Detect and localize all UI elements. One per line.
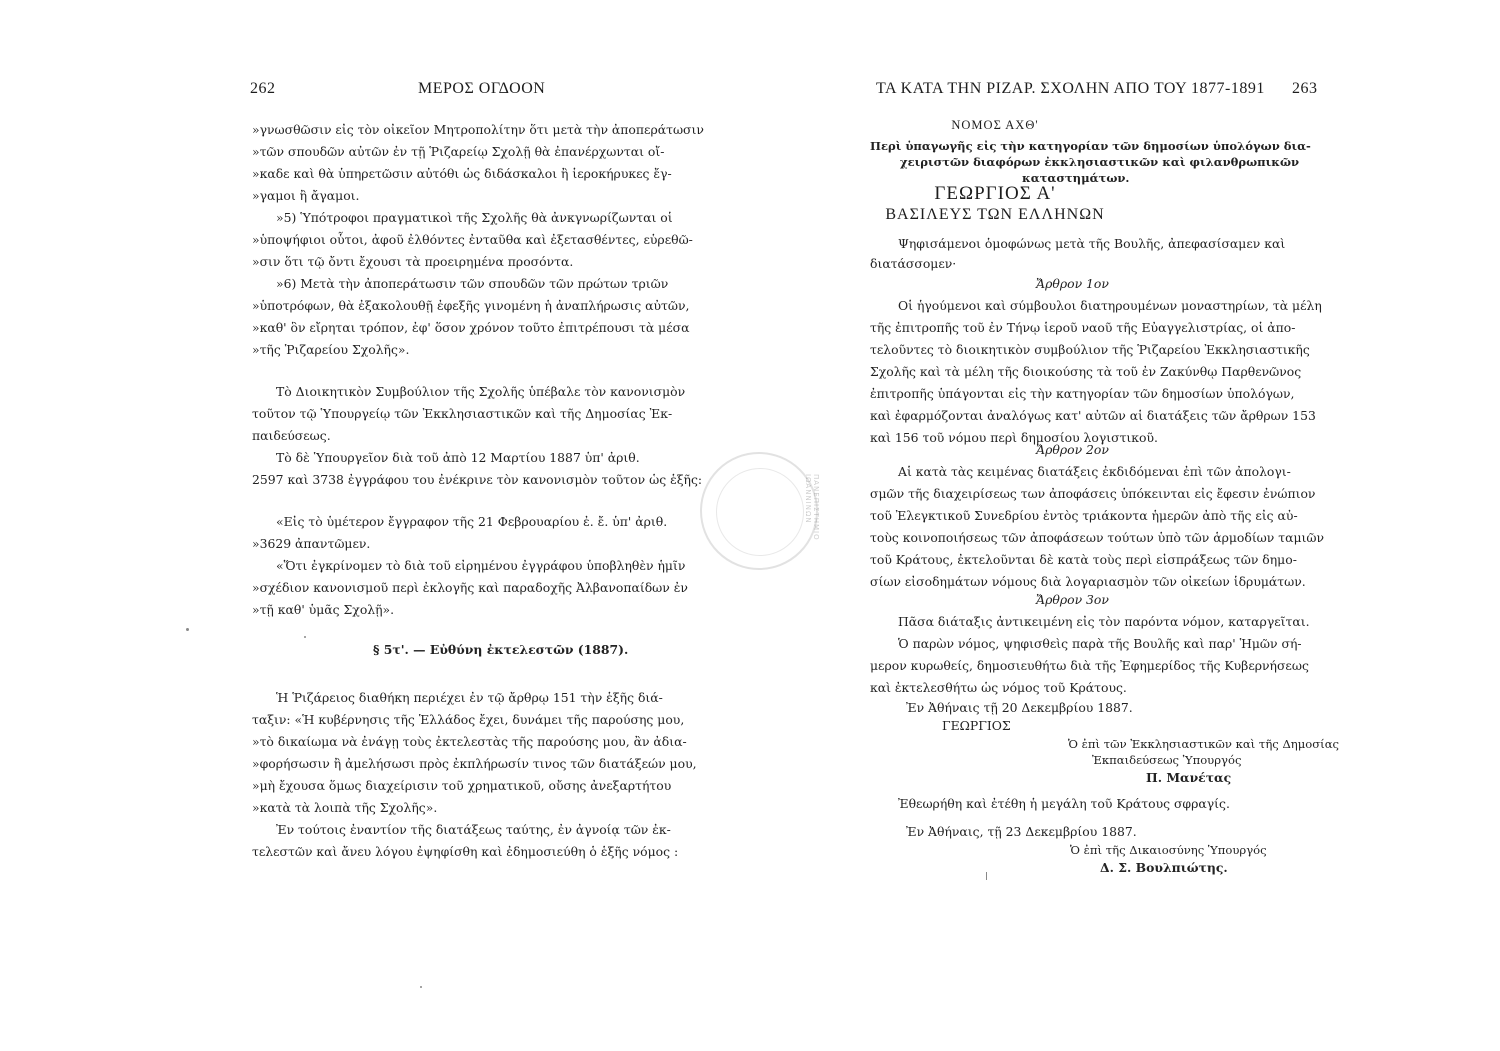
article-heading: Ἄρθρον 1ον bbox=[1036, 276, 1109, 291]
text-line: »φορήσωσιν ἢ ἀμελήσωσι πρὸς ἐκπλήρωσίν τινος τῶν διατάξεών μου, bbox=[252, 756, 697, 771]
text-line: τῆς ἐπιτροπῆς τοῦ ἐν Τήνῳ ἱεροῦ ναοῦ τῆς Εὐαγγελιστρίας, οἱ ἀπο- bbox=[870, 320, 1296, 335]
text-line: καὶ ἐφαρμόζονται ἀναλόγως κατ' αὐτῶν αἱ διατάξεις τῶν ἄρθρων 153 bbox=[870, 408, 1316, 423]
text-line: Ψηφισάμενοι ὁμοφώνως μετὰ τῆς Βουλῆς, ἀπεφασίσαμεν καὶ bbox=[898, 236, 1286, 251]
text-line: Ἐν τούτοις ἐναντίον τῆς διατάξεως ταύτης, ἐν ἀγνοίᾳ τῶν ἐκ- bbox=[276, 822, 671, 837]
text-line: »σιν ὅτι τῷ ὄντι ἔχουσι τὰ προειρημένα προσόντα. bbox=[252, 254, 574, 269]
article-heading: Ἄρθρον 2ον bbox=[1036, 442, 1109, 457]
text-line: τοῦ Ἐλεγκτικοῦ Συνεδρίου ἐντὸς τριάκοντα ἡμερῶν ἀπὸ τῆς εἰς αὐ- bbox=[870, 508, 1298, 523]
scan-speck bbox=[986, 872, 987, 880]
scan-speck bbox=[186, 628, 189, 631]
law-number: ΝΟΜΟΣ ΑΧΘ' bbox=[951, 118, 1039, 132]
text-line: «Ὅτι ἐγκρίνομεν τὸ διὰ τοῦ εἰρημένου ἐγγράφου ὑποβληθὲν ἡμῖν bbox=[276, 558, 686, 573]
minister-title: Ὁ ἐπὶ τῆς Δικαιοσύνης Ὑπουργός bbox=[1070, 843, 1267, 857]
text-line: τελοῦντες τὸ διοικητικὸν συμβούλιον τῆς Ῥιζαρείου Ἐκκλησιαστικῆς bbox=[870, 342, 1310, 357]
signature-minister: Π. Μανέτας bbox=[1146, 770, 1232, 785]
text-line: »γαμοι ἢ ἄγαμοι. bbox=[252, 188, 360, 203]
text-line: «Εἰς τὸ ὑμέτερον ἔγγραφον τῆς 21 Φεβρουαρίου ἐ. ἔ. ὑπ' ἀριθ. bbox=[276, 514, 668, 529]
text-line: »5) Ὑπότροφοι πραγματικοὶ τῆς Σχολῆς θὰ ἀνκγνωρίζωνται οἱ bbox=[276, 210, 673, 225]
text-line: ταξιν: «Ἡ κυβέρνησις τῆς Ἑλλάδος ἔχει, δυνάμει τῆς παρούσης μου, bbox=[252, 712, 685, 727]
text-line: »τῇ καθ' ὑμᾶς Σχολῇ». bbox=[252, 602, 395, 617]
text-line: Ὁ παρὼν νόμος, ψηφισθεὶς παρὰ τῆς Βουλῆς καὶ παρ' Ἡμῶν σή- bbox=[898, 636, 1302, 651]
text-line: »6) Μετὰ τὴν ἀποπεράτωσιν τῶν σπουδῶν τῶν πρώτων τριῶν bbox=[276, 276, 669, 291]
text-line: »καθ' ὃν εἴρηται τρόπον, ἐφ' ὅσον χρόνον τοῦτο ἐπιτρέπουσι τὰ μέσα bbox=[252, 320, 690, 335]
article-heading: Ἄρθρον 3ον bbox=[1036, 592, 1109, 607]
place-date: Ἐν Ἀθήναις, τῇ 23 Δεκεμβρίου 1887. bbox=[906, 824, 1137, 839]
text-line: καὶ ἐκτελεσθήτω ὡς νόμος τοῦ Κράτους. bbox=[870, 680, 1127, 695]
page-number-right: 263 bbox=[1292, 80, 1318, 97]
text-line: Αἱ κατὰ τὰς κειμένας διατάξεις ἐκδιδόμεναι ἐπὶ τῶν ἀπολογι- bbox=[898, 464, 1291, 479]
king-name: ΓΕΩΡΓΙΟΣ Α' bbox=[934, 183, 1056, 204]
text-line: Οἱ ἡγούμενοι καὶ σύμβουλοι διατηρουμένων μοναστηρίων, τὰ μέλη bbox=[898, 298, 1322, 313]
text-line: καὶ 156 τοῦ νόμου περὶ δημοσίου λογιστικοῦ. bbox=[870, 430, 1158, 445]
running-head-right: ΤΑ ΚΑΤΑ ΤΗΝ ΡΙΖΑΡ. ΣΧΟΛΗΝ ΑΠΟ ΤΟΥ 1877-1891 bbox=[876, 80, 1265, 97]
signature-king: ΓΕΩΡΓΙΟΣ bbox=[942, 718, 1011, 733]
text-line: »3629 ἀπαντῶμεν. bbox=[252, 536, 371, 551]
text-line: τοῦ Κράτους, ἐκτελοῦνται δὲ κατὰ τοὺς περὶ εἰσπράξεως τῶν δημο- bbox=[870, 552, 1297, 567]
law-title-line: Περὶ ὑπαγωγῆς εἰς τὴν κατηγορίαν τῶν δημοσίων ὑπολόγων δια- bbox=[870, 139, 1311, 153]
section-heading: § 5τ'. — Εὐθύνη ἐκτελεστῶν (1887). bbox=[373, 642, 629, 657]
text-line: σίων εἰσοδημάτων νόμους διὰ λογαριασμὸν τῶν οἰκείων ἱδρυμάτων. bbox=[870, 574, 1306, 589]
text-line: Ἐθεωρήθη καὶ ἐτέθη ἡ μεγάλη τοῦ Κράτους σφραγίς. bbox=[898, 796, 1230, 811]
running-head-left: ΜΕΡΟΣ ΟΓΔΟΟΝ bbox=[418, 80, 546, 97]
law-title-line: καταστημάτων. bbox=[1022, 171, 1130, 185]
text-line: διατάσσομεν· bbox=[870, 256, 957, 271]
stamp-text: ΠΑΝΕΠΙΣΤΗΜΙΟ ΙΩΑΝΝΙΝΩΝ bbox=[804, 474, 820, 541]
text-line: »μὴ ἔχουσα ὅμως διαχείρισιν τοῦ χρηματικοῦ, οὔσης ἀνεξαρτήτου bbox=[252, 778, 672, 793]
text-line: 2597 καὶ 3738 ἐγγράφου του ἐνέκρινε τὸν κανονισμὸν τοῦτον ὡς ἑξῆς: bbox=[252, 472, 703, 487]
text-line: τοὺς κοινοποιήσεως τῶν ἀποφάσεων τούτων ὑπὸ τῶν ἁρμοδίων ταμιῶν bbox=[870, 530, 1325, 545]
minister-title: Ὁ ἐπὶ τῶν Ἐκκλησιαστικῶν καὶ τῆς Δημοσίας bbox=[1068, 737, 1340, 751]
text-line: »τῆς Ῥιζαρείου Σχολῆς». bbox=[252, 342, 410, 357]
signature-minister: Δ. Σ. Βουλπιώτης. bbox=[1100, 860, 1228, 875]
king-title: ΒΑΣΙΛΕΥΣ ΤΩΝ ΕΛΛΗΝΩΝ bbox=[885, 206, 1105, 223]
text-line: τοῦτον τῷ Ὑπουργείῳ τῶν Ἐκκλησιαστικῶν καὶ τῆς Δημοσίας Ἐκ- bbox=[252, 406, 673, 421]
text-line: μερον κυρωθείς, δημοσιευθήτω διὰ τῆς Ἐφημερίδος τῆς Κυβερνήσεως bbox=[870, 658, 1309, 673]
text-line: σμῶν τῆς διαχειρίσεως των ἀποφάσεις ὑπόκεινται εἰς ἔφεσιν ἐνώπιον bbox=[870, 486, 1316, 501]
text-line: »σχέδιον κανονισμοῦ περὶ ἐκλογῆς καὶ παραδοχῆς Ἀλβανοπαίδων ἐν bbox=[252, 580, 688, 595]
right-page bbox=[750, 0, 1500, 1051]
minister-title: Ἐκπαιδεύσεως Ὑπουργός bbox=[1092, 753, 1242, 767]
scan-speck bbox=[304, 636, 306, 638]
page-number-left: 262 bbox=[250, 80, 276, 97]
law-title-line: χειριστῶν διαφόρων ἐκκλησιαστικῶν καὶ φιλανθρωπικῶν bbox=[900, 155, 1300, 169]
text-line: »ὑποτρόφων, θὰ ἐξακολουθῇ ἐφεξῆς γινομένη ἡ ἀναπλήρωσις αὐτῶν, bbox=[252, 298, 690, 313]
text-line: παιδεύσεως. bbox=[252, 428, 331, 443]
scan-speck bbox=[420, 986, 422, 988]
text-line: »τῶν σπουδῶν αὐτῶν ἐν τῇ Ῥιζαρείῳ Σχολῇ θὰ ἐπανέρχωνται οἴ- bbox=[252, 144, 665, 159]
text-line: Ἡ Ῥιζάρειος διαθήκη περιέχει ἐν τῷ ἄρθρῳ 151 τὴν ἑξῆς διά- bbox=[276, 690, 663, 705]
text-line: »γνωσθῶσιν εἰς τὸν οἰκεῖον Μητροπολίτην ὅτι μετὰ τὴν ἀποπεράτωσιν bbox=[252, 122, 704, 137]
text-line: Σχολῆς καὶ τὰ μέλη τῆς διοικούσης τὰ τοῦ ἐν Ζακύνθῳ Παρθενῶνος bbox=[870, 364, 1302, 379]
text-line: »κατὰ τὰ λοιπὰ τῆς Σχολῆς». bbox=[252, 800, 438, 815]
text-line: »ὑποψήφιοι οὗτοι, ἀφοῦ ἐλθόντες ἐνταῦθα καὶ ἐξετασθέντες, εὑρεθῶ- bbox=[252, 232, 693, 247]
text-line: Τὸ δὲ Ὑπουργεῖον διὰ τοῦ ἀπὸ 12 Μαρτίου 1887 ὑπ' ἀριθ. bbox=[276, 450, 640, 465]
place-date: Ἐν Ἀθήναις τῇ 20 Δεκεμβρίου 1887. bbox=[906, 700, 1133, 715]
text-line: »καδε καὶ θὰ ὑπηρετῶσιν αὐτόθι ὡς διδάσκαλοι ἢ ἱεροκήρυκες ἔγ- bbox=[252, 166, 672, 181]
text-line: τελεστῶν καὶ ἄνευ λόγου ἐψηφίσθη καὶ ἐδημοσιεύθη ὁ ἑξῆς νόμος : bbox=[252, 844, 679, 859]
text-line: Τὸ Διοικητικὸν Συμβούλιον τῆς Σχολῆς ὑπέβαλε τὸν κανονισμὸν bbox=[276, 384, 686, 399]
text-line: »τὸ δικαίωμα νὰ ἐνάγῃ τοὺς ἐκτελεστὰς τῆς παρούσης μου, ἂν ἀδια- bbox=[252, 734, 687, 749]
text-line: ἐπιτροπῆς ὑπάγονται εἰς τὴν κατηγορίαν τῶν δημοσίων ὑπολόγων, bbox=[870, 386, 1295, 401]
text-line: Πᾶσα διάταξις ἀντικειμένη εἰς τὸν παρόντα νόμον, καταργεῖται. bbox=[898, 614, 1310, 629]
